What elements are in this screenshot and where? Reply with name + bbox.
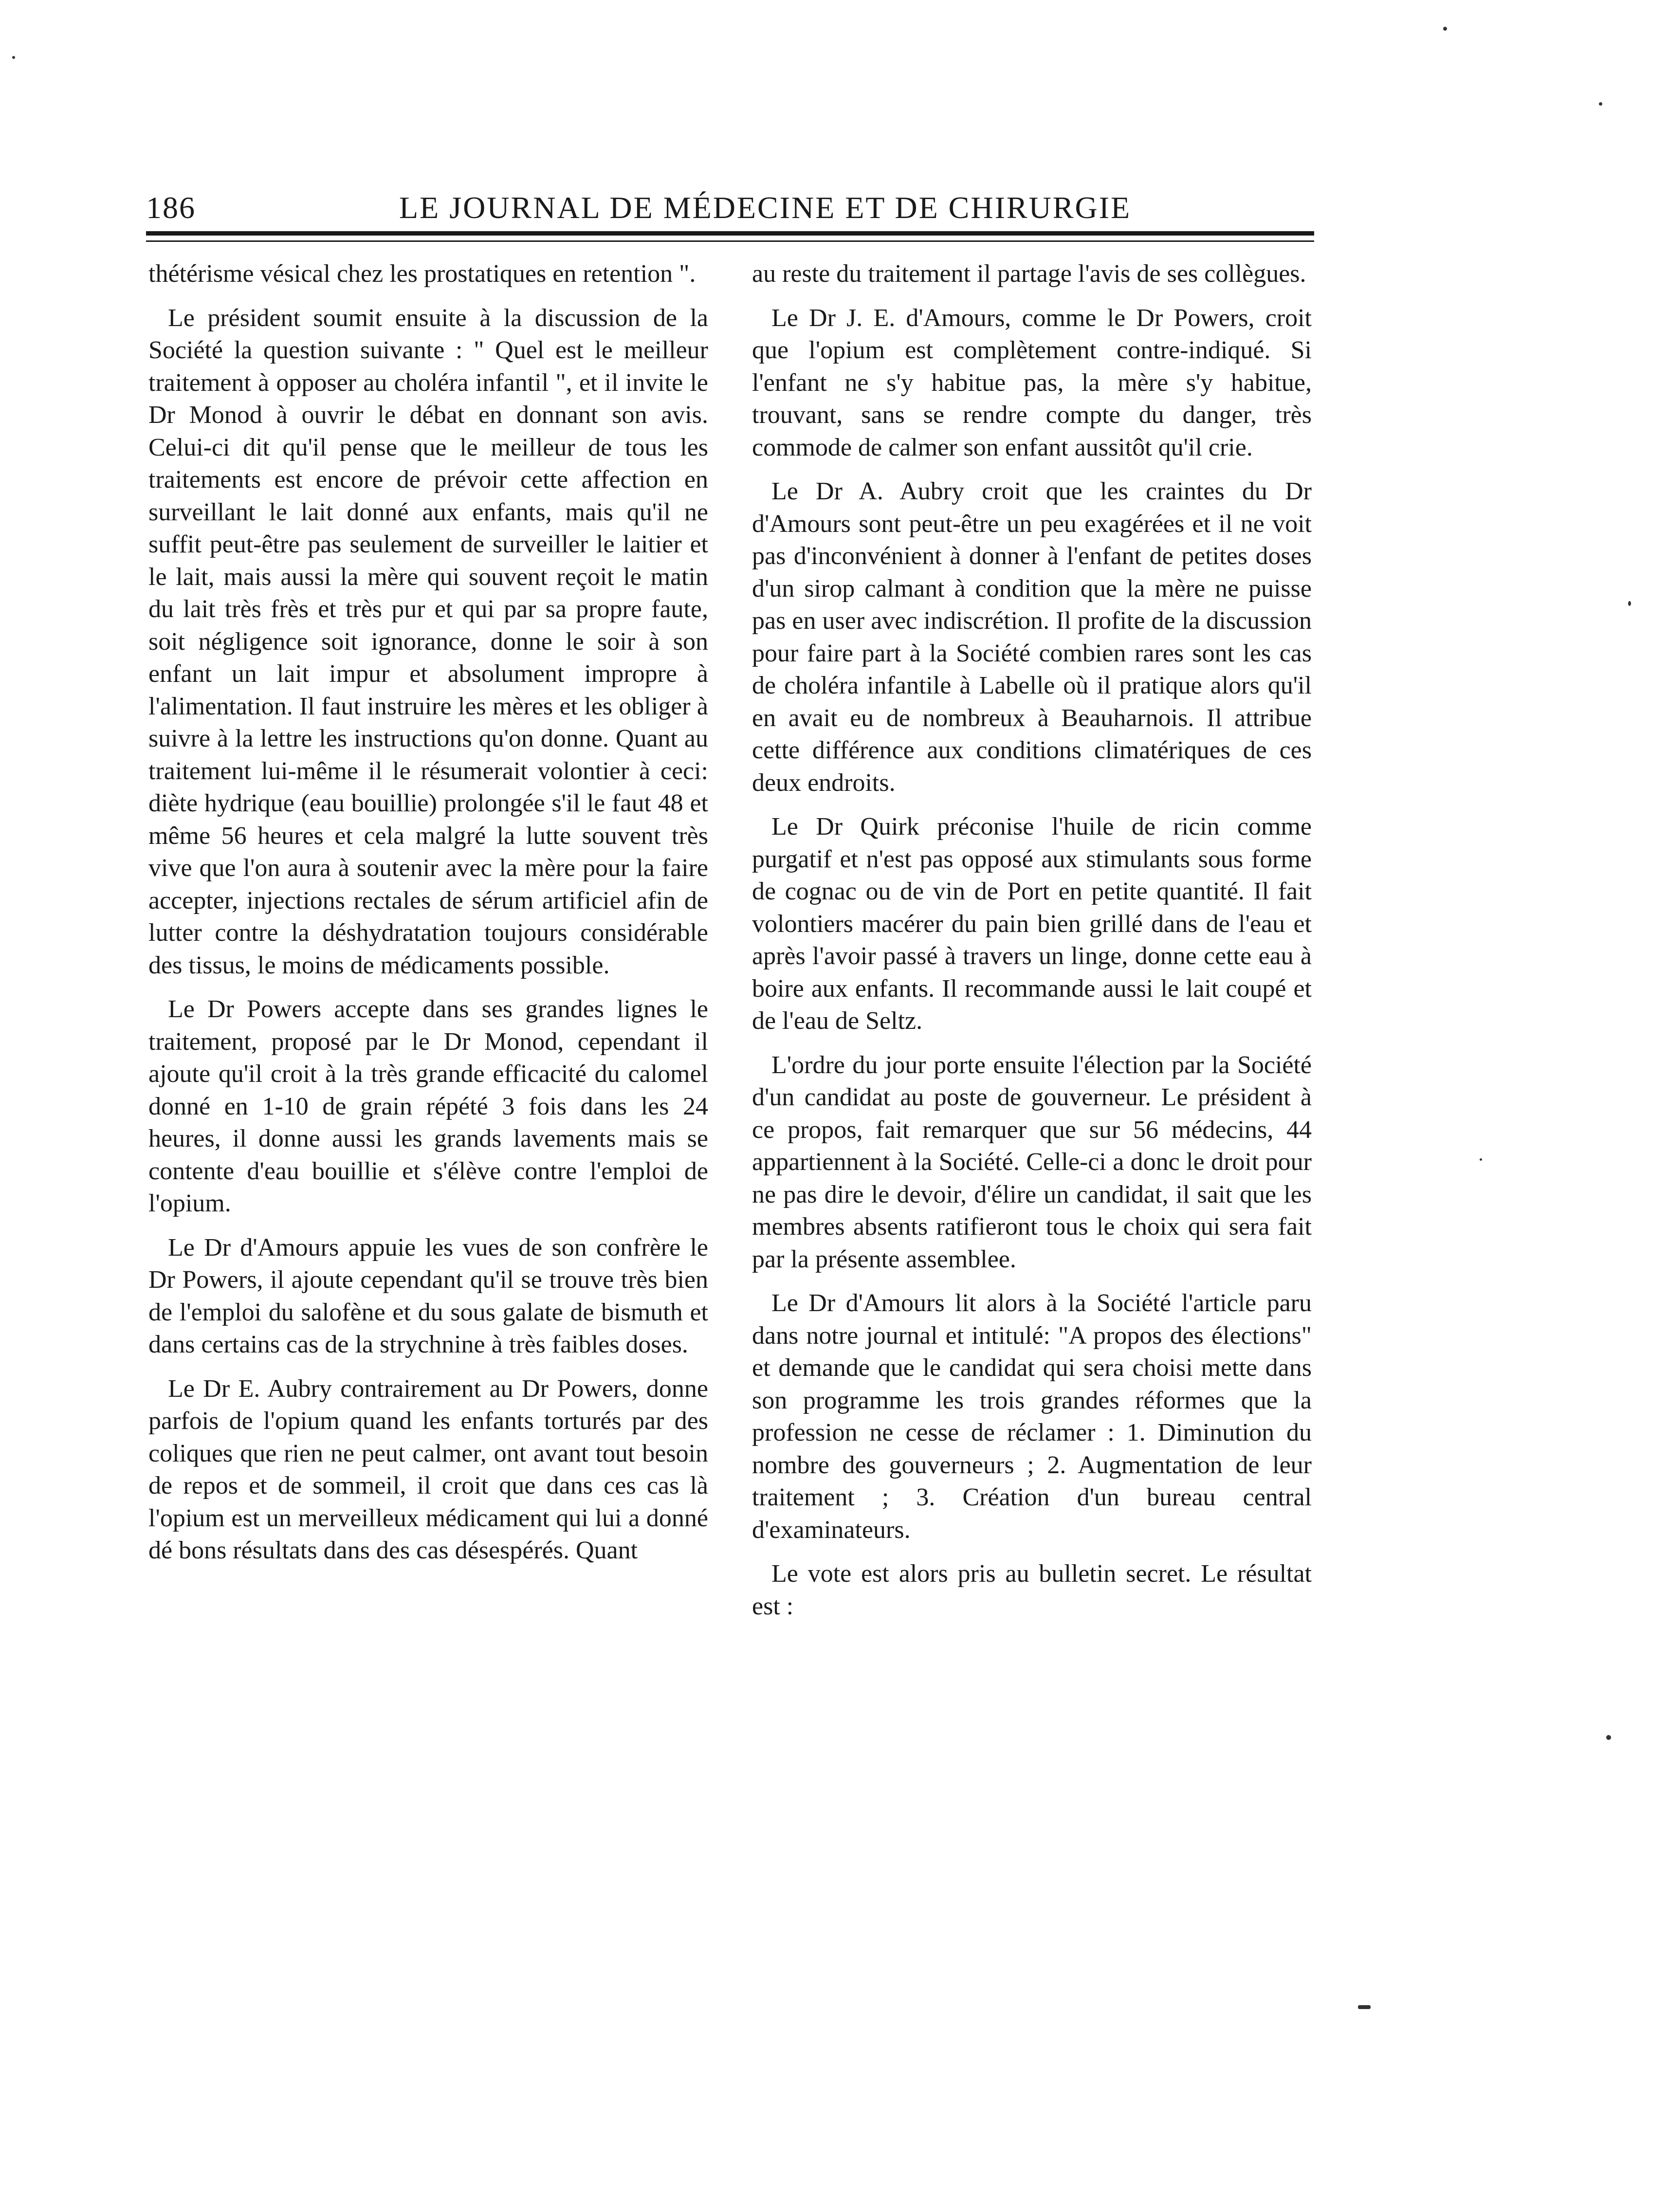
- paragraph-dr-a-aubry: Le Dr A. Aubry croit que les craintes du Dr d'Amours sont peut-être un peu exagérées et il ne voit pas d'inconvénient à donner à l'enfant de petites doses d'un sirop calmant à condition que la mère ne puisse pas en user avec indiscrétion. Il profite de la discussion pour faire part à la Société combien rares sont les cas de choléra infantile à Labelle où il pratique alors qu'il en avait eu de nombreux à Beauharnois. Il attribue cette différence aux conditions climatériques de ces deux endroits.: [752, 477, 1312, 797]
- scan-speck: [1599, 102, 1602, 106]
- right-column: [752, 258, 1312, 1634]
- paragraph-continuation-right: au reste du traitement il partage l'avis de ses collègues.: [752, 260, 1306, 288]
- scan-speck: [12, 56, 15, 59]
- paragraph-dr-e-aubry: Le Dr E. Aubry contrairement au Dr Powers, donne parfois de l'opium quand les enfants torturés par des coliques que rien ne peut calmer, ont avant tout besoin de repos et de sommeil, il croit que dans ces cas là l'opium est un merveilleux médicament qui lui a donné dé bons résultats dans des cas désespérés. Quant: [148, 1374, 708, 1564]
- paragraph-election: L'ordre du jour porte ensuite l'élection par la Société d'un candidat au poste de gouverneur. Le président à ce propos, fait remarquer que sur 56 médecins, 44 appartiennent à la Société. Celle-ci a donc le droit pour ne pas dire le devoir, d'élire un candidat, il sait que les membres absents ratifieront tous le choix qui sera fait par la présente assemblee.: [752, 1051, 1312, 1273]
- paragraph-vote: Le vote est alors pris au bulletin secret. Le résultat est :: [752, 1560, 1312, 1620]
- paragraph-president-question: Le président soumit ensuite à la discussion de la Société la question suivante : " Quel est le meilleur traitement à opposer au choléra infantil ", et il invite le Dr Monod à ouvrir le débat en donnant son avis. Celui-ci dit qu'il pense que le meilleur de tous les traitements est encore de prévoir cette affection en surveillant le lait donné aux enfants, mais qu'il ne suffit peut-être pas seulement de surveiller le laitier et le lait, mais aussi la mère qui souvent reçoit le matin du lait très frès et très pur et qui par sa propre faute, soit négligence soit ignorance, donne le soir à son enfant un lait impur et absolument impropre à l'alimentation. Il faut instruire les mères et les obliger à suivre à la lettre les instructions qu'on donne. Quant au traitement lui-même il le résumerait volontier à ceci: diète hydrique (eau bouillie) prolongée s'il le faut 48 et même 56 heures et cela malgré la lutte souvent très vive que l'on aura à soutenir avec la mère pour la faire accepter, injections rectales de sérum artificiel afin de lutter contre la déshydratation toujours considérable des tissus, le moins de médicaments possible.: [148, 304, 708, 979]
- header-rule-thick: [146, 231, 1314, 236]
- scan-speck: [1606, 1735, 1611, 1740]
- paragraph-dr-powers: Le Dr Powers accepte dans ses grandes lignes le traitement, proposé par le Dr Monod, cependant il ajoute qu'il croit à la très grande efficacité du calomel donné en 1-10 de grain répété 3 fois dans les 24 heures, il donne aussi les grands lavements mais se contente d'eau bouillie et s'élève contre l'emploi de l'opium.: [148, 995, 708, 1217]
- header-rule-thin: [146, 240, 1314, 242]
- running-title: LE JOURNAL DE MÉDECINE ET DE CHIRURGIE: [399, 190, 1132, 225]
- page-header: [146, 180, 1304, 234]
- page-number: 186: [146, 190, 196, 225]
- scan-speck: [1358, 2005, 1371, 2009]
- left-column: [148, 258, 708, 1579]
- paragraph-dr-je-damours: Le Dr J. E. d'Amours, comme le Dr Powers, croit que l'opium est complètement contre-indiqué. Si l'enfant ne s'y habitue pas, la mère s'y habitue, trouvant, sans se rendre compte du danger, très commode de calmer son enfant aussitôt qu'il crie.: [752, 304, 1312, 461]
- paragraph-dr-quirk: Le Dr Quirk préconise l'huile de ricin comme purgatif et n'est pas opposé aux stimulants sous forme de cognac ou de vin de Port en petite quantité. Il fait volontiers macérer du pain bien grillé dans de l'eau et après l'avoir passé à travers un linge, donne cette eau à boire aux enfants. Il recommande aussi le lait coupé et de l'eau de Seltz.: [752, 813, 1312, 1035]
- scan-speck: [1628, 601, 1631, 606]
- paragraph-dr-damours-article: Le Dr d'Amours lit alors à la Société l'article paru dans notre journal et intitulé: "A propos des élections" et demande que le candidat qui sera choisi mette dans son programme les trois grandes réformes que la profession ne cesse de réclamer : 1. Diminution du nombre des gouverneurs ; 2. Augmentation de leur traitement ; 3. Création d'un bureau central d'examinateurs.: [752, 1289, 1312, 1544]
- scan-speck: [1480, 1158, 1482, 1161]
- paragraph-continuation: thétérisme vésical chez les prostatiques en retention ".: [148, 260, 696, 288]
- paragraph-dr-damours: Le Dr d'Amours appuie les vues de son confrère le Dr Powers, il ajoute cependant qu'il se trouve très bien de l'emploi du salofène et du sous galate de bismuth et dans certains cas de la strychnine à très faibles doses.: [148, 1233, 708, 1358]
- scan-speck: [1443, 27, 1447, 31]
